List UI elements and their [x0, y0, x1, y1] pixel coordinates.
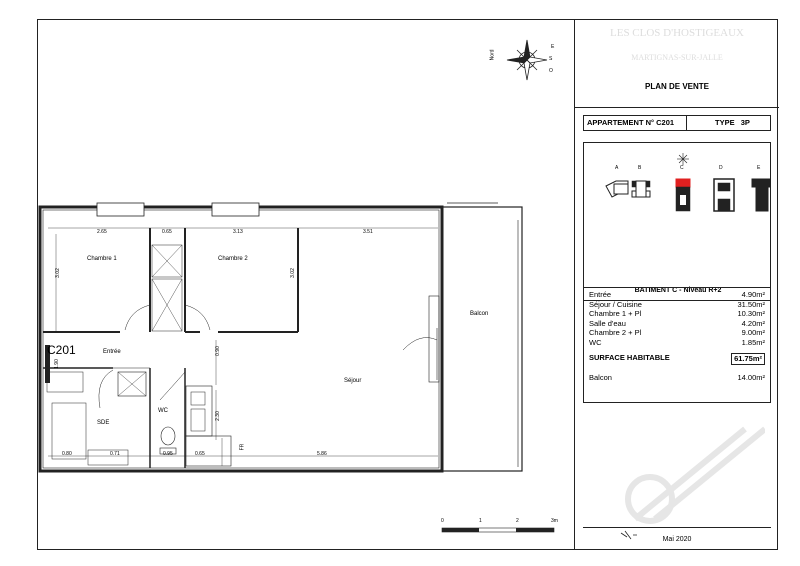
apartment-type — [687, 116, 770, 130]
dim-13: 0.65 — [195, 451, 205, 457]
surface-value: 9.00m² — [741, 328, 765, 337]
watermark-logo-icon — [595, 419, 765, 529]
surface-label: Séjour / Cuisine — [589, 299, 642, 309]
dim-12: 0.95 — [163, 451, 173, 457]
room-sde: SDE — [97, 420, 110, 426]
room-chambre2: Chambre 2 — [218, 256, 248, 262]
dim-11: 0.71 — [110, 451, 120, 457]
watermark-title: LES CLOS D'HOSTIGEAUX — [610, 27, 744, 39]
apartment-box — [583, 115, 771, 131]
room-chambre1: Chambre 1 — [87, 256, 117, 262]
scale-0: 0 — [441, 518, 444, 524]
surface-label: WC — [589, 337, 602, 347]
surface-value: 4.90m² — [741, 290, 765, 299]
total-value: 61.75m² — [731, 353, 765, 365]
scale-1: 1 — [479, 518, 482, 524]
building-e: E — [757, 165, 761, 171]
dim-5: 3.02 — [54, 268, 61, 278]
scale-bar-graphic — [441, 524, 561, 536]
surface-label: Chambre 2 + Pl — [589, 328, 642, 337]
dim-2: 0.65 — [162, 229, 172, 235]
building-c: C — [680, 165, 684, 171]
surfaces-box — [583, 287, 771, 403]
dim-14: 1.90 — [53, 359, 60, 369]
plan-title: PLAN DE VENTE — [644, 82, 709, 91]
building-d: D — [719, 165, 723, 171]
site-plan-box — [583, 142, 771, 301]
surface-row — [589, 309, 765, 319]
footer-date: Mai 2020 — [662, 536, 692, 543]
surface-label: Entrée — [589, 290, 612, 299]
surface-value: 1.85m² — [741, 337, 765, 347]
building-a: A — [615, 165, 619, 171]
site-plan-graphic — [584, 143, 770, 283]
site-caption: BATIMENT C - Niveau R+2 — [634, 287, 722, 294]
compass-north: Nord — [489, 49, 496, 61]
type-value: 3P — [740, 118, 750, 127]
balcony-value: 14.00m² — [737, 372, 765, 382]
scale-2: 2 — [516, 518, 519, 524]
title-block — [574, 19, 778, 550]
scale-bar — [441, 518, 561, 535]
dim-4: 3.51 — [363, 229, 373, 235]
compass-east: E — [551, 44, 555, 50]
balcony-label: Balcon — [589, 372, 612, 382]
dim-8: 2.30 — [214, 411, 221, 421]
room-balcon: Balcon — [470, 311, 489, 317]
surface-row — [589, 328, 765, 338]
dim-10: 0.80 — [62, 451, 72, 457]
dim-3: 3.13 — [233, 229, 243, 235]
type-label: TYPE — [715, 118, 735, 127]
dim-6: 3.02 — [289, 268, 296, 278]
surface-value: 10.30m² — [737, 309, 765, 318]
dim-1: 2.65 — [97, 229, 107, 235]
surface-row — [589, 338, 765, 348]
surface-row — [589, 319, 765, 329]
compass-west: O — [549, 68, 553, 74]
room-entree: Entrée — [103, 349, 121, 355]
surface-row — [589, 300, 765, 310]
surface-label: Salle d'eau — [589, 318, 626, 328]
balcony-row — [589, 373, 765, 383]
total-label: SURFACE HABITABLE — [589, 353, 670, 362]
title-divider — [575, 107, 779, 108]
surface-row — [589, 290, 765, 300]
room-wc: WC — [158, 408, 168, 414]
building-b: B — [638, 165, 642, 171]
watermark-subtitle: MARTIGNAS-SUR-JALLE — [631, 53, 723, 62]
room-sejour: Séjour — [344, 378, 362, 384]
room-fr: FR — [239, 443, 246, 451]
surface-value: 4.20m² — [741, 318, 765, 328]
total-row — [589, 353, 765, 365]
surface-label: Chambre 1 + Pl — [589, 309, 642, 318]
dim-7: 0.90 — [214, 346, 221, 356]
footer-divider — [583, 527, 771, 528]
dim-9: 5.86 — [317, 451, 327, 457]
plan-apartment-tag: C201 — [47, 343, 76, 357]
apartment-number: APPARTEMENT N° C201 — [584, 116, 687, 130]
scale-3: 3m — [551, 518, 558, 524]
surface-value: 31.50m² — [737, 299, 765, 309]
compass-south: S — [549, 56, 553, 62]
